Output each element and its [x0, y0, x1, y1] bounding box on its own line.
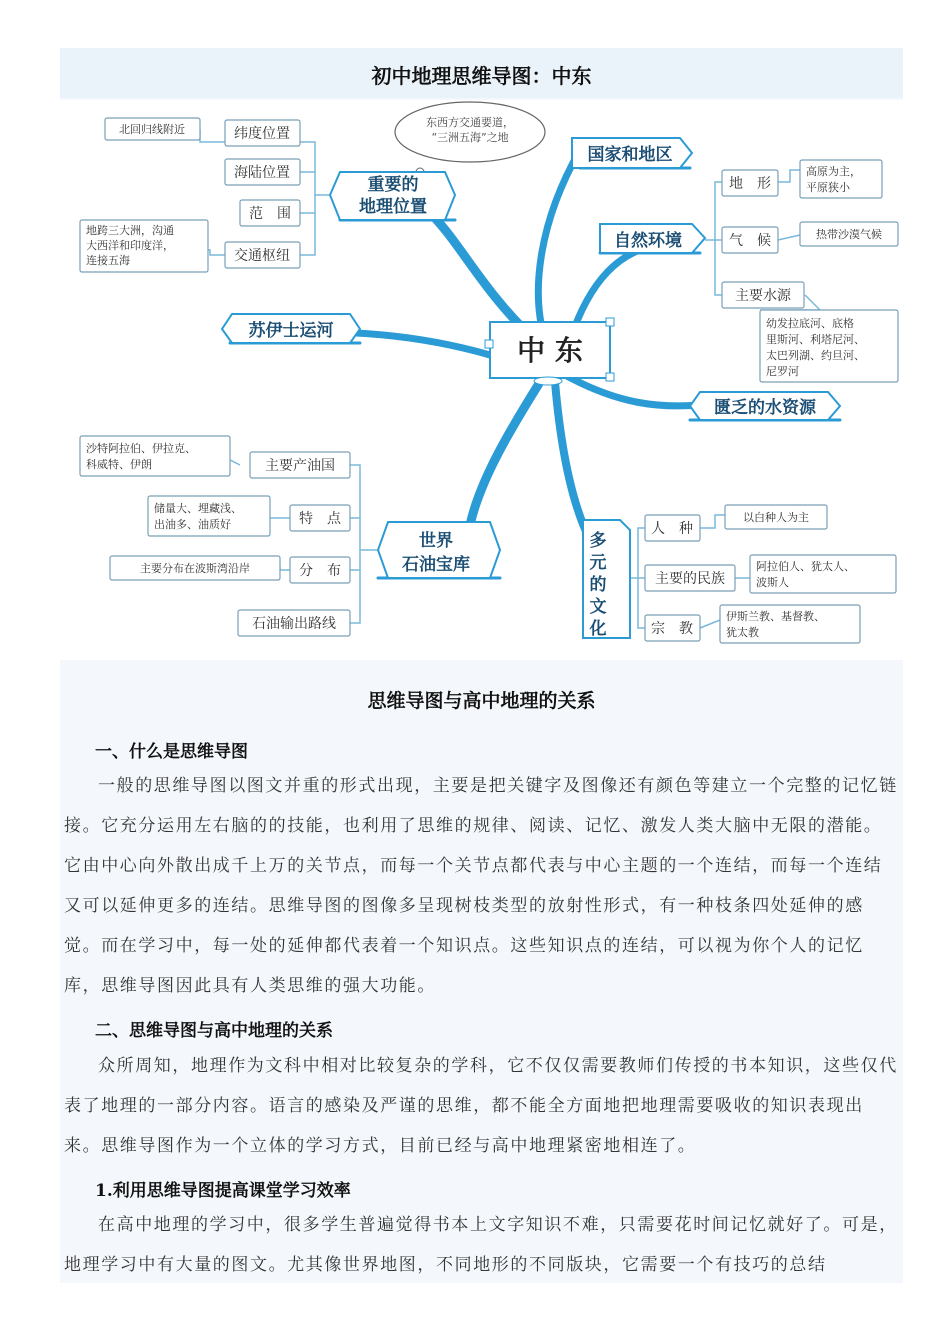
water-note-2: 里斯河、利塔尼河、 — [766, 333, 865, 346]
terrain-label: 地 形 — [729, 176, 771, 192]
water-note-3: 太巴列湖、约旦河、 — [766, 349, 865, 362]
producers-label: 主要产油国 — [265, 458, 335, 474]
node-oil — [378, 522, 500, 578]
range-label: 范 围 — [249, 206, 291, 222]
distribution-note: 主要分布在波斯湾沿岸 — [140, 562, 250, 575]
terrain-note-2: 平原狭小 — [806, 181, 850, 194]
paragraph-efficiency: 在高中地理的学习中，很多学生普遍觉得书本上文字知识不难，只需要花时间记忆就好了。可是，地理学习中有大量的图文。尤其像世界地图，不同地形的不同版块，它需要一个有技巧的总结 — [64, 1215, 898, 1275]
location-label-1: 重要的 — [367, 175, 419, 195]
paragraph-what-is-mindmap: 一般的思维导图以图文并重的形式出现，主要是把关键字及图像还有颜色等建立一个完整的记忆链接。它充分运用左右脑的的技能，也利用了思维的规律、阅读、记忆、激发人类大脑中无限的潜能。它由中心向外散出成千上万的关节点，而每一个关节点都代表与中心主题的一个连结，而每一个连结又可以延伸更多的连结。思维导图的图像多呈现树枝类型的放射性形式，有一种枝条四处延伸的感觉。而在学习中，每一处的延伸都代表着一个知识点。这些知识点的连结，可以视为你个人的记忆库，思维导图因此具有人类思维的强大功能。 — [64, 776, 898, 996]
water-note-1: 幼发拉底河、底格 — [766, 317, 854, 330]
features-note-2: 出油多、油质好 — [154, 518, 231, 531]
mind-map-figure — [60, 100, 903, 660]
hub-note-1: 地跨三大洲，沟通 — [86, 224, 174, 237]
nature-label: 自然环境 — [614, 231, 682, 251]
cloud-line-2: “三洲五海”之地 — [431, 131, 509, 144]
center-node — [485, 318, 614, 385]
document-title: 初中地理思维导图：中东 — [371, 64, 592, 88]
node-suez — [222, 314, 360, 343]
latitude-note: 北回归线附近 — [119, 123, 185, 136]
terrain-note-1: 高原为主， — [806, 165, 861, 178]
hub-label: 交通枢纽 — [234, 248, 290, 264]
race-label: 人 种 — [651, 521, 693, 537]
land-sea-label: 海陆位置 — [234, 165, 290, 181]
features-note-1: 储量大、埋藏浅、 — [154, 502, 242, 515]
node-culture — [583, 520, 630, 639]
producers-note-2: 科威特、伊朗 — [86, 458, 152, 471]
producers-note-1: 沙特阿拉伯、伊拉克、 — [86, 442, 196, 455]
culture-char-4: 文 — [589, 597, 607, 617]
cloud-line-1: 东西方交通要道， — [426, 116, 514, 129]
culture-char-3: 的 — [589, 575, 607, 595]
location-label-2: 地理位置 — [359, 197, 427, 217]
distribution-label: 分 布 — [299, 563, 341, 579]
countries-label: 国家和地区 — [587, 145, 673, 165]
climate-label: 气 候 — [729, 233, 771, 249]
culture-char-1: 多 — [589, 531, 607, 551]
node-location — [330, 172, 455, 220]
hub-note-2: 大西洋和印度洋， — [86, 239, 174, 252]
water-label: 主要水源 — [735, 288, 791, 304]
water-shortage-label: 匮乏的水资源 — [714, 398, 816, 418]
religion-label: 宗 教 — [651, 621, 693, 637]
race-note: 以白种人为主 — [743, 511, 809, 524]
suez-label: 苏伊士运河 — [248, 321, 334, 341]
culture-char-2: 元 — [589, 553, 607, 573]
religion-note-2: 犹太教 — [726, 626, 759, 639]
latitude-label: 纬度位置 — [234, 126, 290, 142]
ethnic-note-1: 阿拉伯人、犹太人、 — [756, 560, 855, 573]
node-nature — [600, 224, 705, 253]
heading-what-is-mindmap: 一、什么是思维导图 — [95, 742, 248, 762]
section-title: 思维导图与高中地理的关系 — [367, 690, 596, 712]
oil-label-2: 石油宝库 — [402, 555, 470, 575]
religion-note-1: 伊斯兰教、基督教、 — [726, 610, 825, 623]
culture-char-5: 化 — [589, 619, 607, 639]
oil-label-1: 世界 — [419, 531, 453, 551]
center-label: 中 东 — [517, 334, 583, 367]
node-countries — [572, 138, 692, 168]
node-water-shortage — [690, 392, 840, 420]
paragraph-relationship: 众所周知，地理作为文科中相对比较复杂的学科，它不仅仅需要教师们传授的书本知识，这些仅代表了地理的一部分内容。语言的感染及严谨的思维，都不能全方面地把地理需要吸收的知识表现出来。思维导图作为一个立体的学习方式，目前已经与高中地理紧密地相连了。 — [64, 1056, 898, 1156]
climate-note: 热带沙漠气候 — [816, 228, 882, 241]
heading-relationship: 二、思维导图与高中地理的关系 — [95, 1021, 333, 1041]
features-label: 特 点 — [299, 511, 341, 527]
heading-efficiency: 1.利用思维导图提高课堂学习效率 — [95, 1181, 351, 1201]
ethnic-label: 主要的民族 — [655, 571, 725, 587]
routes-label: 石油输出路线 — [252, 616, 336, 632]
water-note-4: 尼罗河 — [766, 365, 799, 378]
ethnic-note-2: 波斯人 — [756, 576, 789, 589]
hub-note-3: 连接五海 — [86, 254, 130, 267]
